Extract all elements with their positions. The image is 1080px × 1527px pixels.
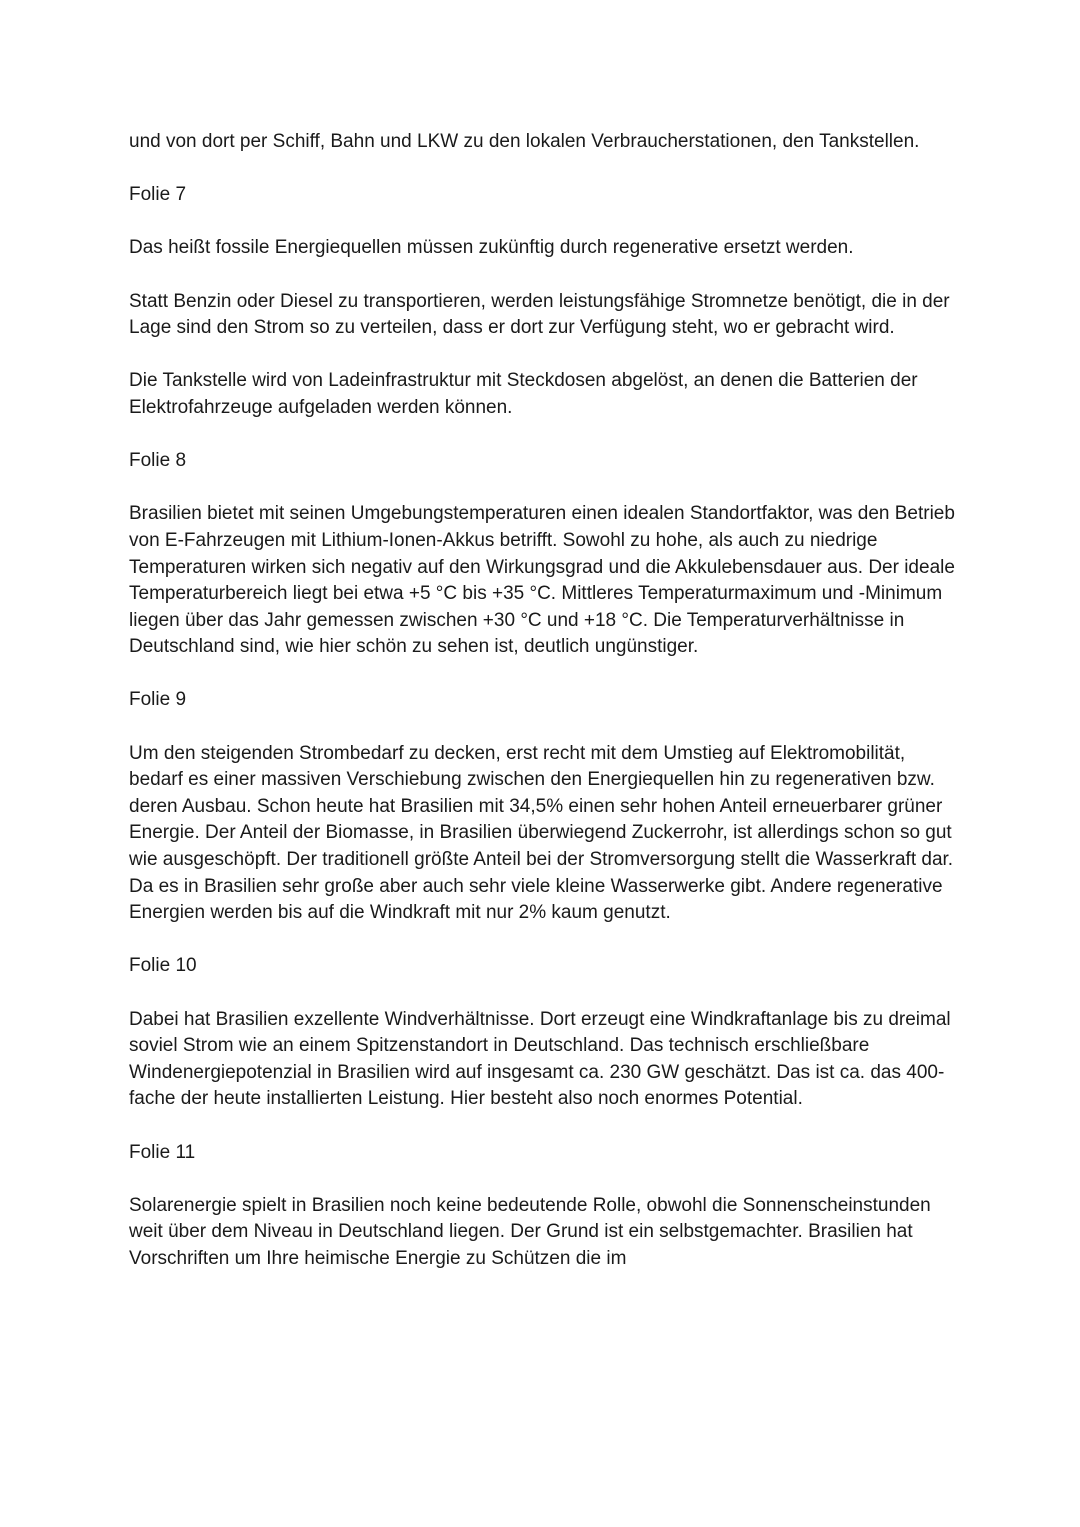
slide-heading-8: Folie 8 [129, 450, 187, 472]
paragraph-wind-power: Dabei hat Brasilien exzellente Windverhältnisse. Dort erzeugt eine Windkraftanlage bis zu dreimal soviel Strom wie an einem Spitzenstandort in Deutschland. Das technisch erschließbare Windenergiepotenzial in Brasilien wird auf insgesamt ca. 230 GW geschätzt. Das ist ca. das 400-fache der heute installierten Leistung. Hier besteht also noch enormes Potential. [129, 1008, 951, 1110]
paragraph-energy-mix: Um den steigenden Strombedarf zu decken, erst recht mit dem Umstieg auf Elektromobilität, bedarf es einer massiven Verschiebung zwischen den Energiequellen hin zu regenerativen bzw. deren Ausbau. Schon heute hat Brasilien mit 34,5% einen sehr hohen Anteil erneuerbarer grüner Energie. Der Anteil der Biomasse, in Brasilien überwiegend Zuckerrohr, ist allerdings schon so gut wie ausgeschöpft. Der traditionell größte Anteil bei der Stromversorgung stellt die Wasserkraft dar. Da es in Brasilien sehr große aber auch sehr viele kleine Wasserwerke gibt. Andere regenerative Energien werden bis auf die Windkraft mit nur 2% kaum genutzt. [129, 742, 954, 924]
slide-heading-7: Folie 7 [129, 184, 187, 206]
paragraph-temperature: Brasilien bietet mit seinen Umgebungstemperaturen einen idealen Standortfaktor, was den Betrieb von E-Fahrzeugen mit Lithium-Ionen-Akkus betrifft. Sowohl zu hohe, als auch zu niedrige Temperaturen wirken sich negativ auf den Wirkungsgrad und die Akkulebensdauer aus. Der ideale Temperaturbereich liegt bei etwa +5 °C bis +35 °C. Mittleres Temperaturmaximum und -Minimum liegen über das Jahr gemessen zwischen +30 °C und +18 °C. Die Temperaturverhältnisse in Deutschland sind, wie hier schön zu sehen ist, deutlich ungünstiger. [129, 503, 955, 658]
slide-heading-9: Folie 9 [129, 689, 187, 711]
paragraph-charging-infrastructure: Die Tankstelle wird von Ladeinfrastruktur mit Steckdosen abgelöst, an denen die Batterien der Elektrofahrzeuge aufgeladen werden können. [129, 370, 918, 418]
slide-heading-10: Folie 10 [129, 955, 197, 977]
paragraph-fossil-energy: Das heißt fossile Energiequellen müssen zukünftig durch regenerative ersetzt werden. [129, 237, 854, 259]
document-page [129, 129, 964, 1273]
paragraph-intro-continuation: und von dort per Schiff, Bahn und LKW zu den lokalen Verbraucherstationen, den Tankstellen. [129, 131, 920, 152]
paragraph-solar-energy: Solarenergie spielt in Brasilien noch keine bedeutende Rolle, obwohl die Sonnenscheinstunden weit über dem Niveau in Deutschland liegen. Der Grund ist ein selbstgemachter. Brasilien hat Vorschriften um Ihre heimische Energie zu Schützen die im [129, 1194, 931, 1269]
paragraph-power-grids: Statt Benzin oder Diesel zu transportieren, werden leistungsfähige Stromnetze benötigt, die in der Lage sind den Strom so zu verteilen, dass er dort zur Verfügung steht, wo er gebracht wird. [129, 290, 950, 339]
slide-heading-11: Folie 11 [129, 1141, 196, 1163]
